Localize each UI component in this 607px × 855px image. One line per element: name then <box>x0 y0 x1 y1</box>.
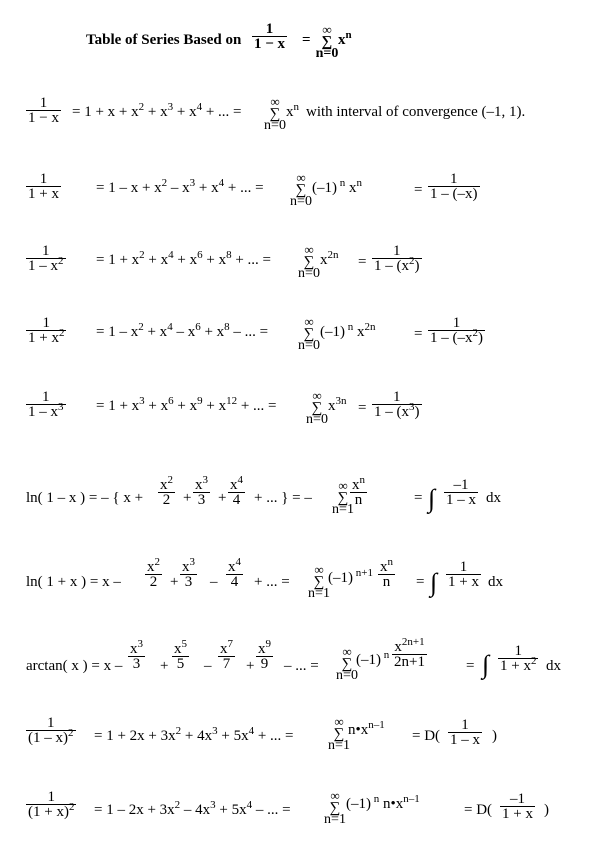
fraction-denominator: 3 <box>128 656 145 671</box>
fraction-numerator: $x^4$ <box>228 556 241 575</box>
arctan-rhs-equals: = <box>466 658 475 674</box>
fraction-numerator: 1 <box>47 715 55 731</box>
sum-upper: ∞ <box>314 562 324 577</box>
title-equals: = <box>302 32 311 48</box>
row-sum-term: (–1) $^n$ $x^n$ <box>312 177 362 196</box>
sum-lower: n=1 <box>328 738 350 753</box>
sum-upper: ∞ <box>270 94 280 109</box>
fraction-denominator: 1 − x <box>254 36 286 52</box>
row-rhs-equals: = <box>358 400 367 416</box>
deriv2-sum-term: (–1) $^n$ $n•x^{n-1}$ <box>346 793 420 812</box>
fraction-numerator: 1 <box>452 315 461 331</box>
fraction-denominator: $1 - x^2$ <box>28 255 64 274</box>
row-sum-term: $x^{2n}$ <box>320 249 339 268</box>
ln1-plus: + <box>183 490 192 506</box>
title-term-base: x <box>338 32 346 48</box>
arctan-term-3 <box>128 638 145 672</box>
sum-lower: n=1 <box>324 812 346 827</box>
row-sum-term: (–1) $^n$ $x^{2n}$ <box>320 321 376 340</box>
ln1-lhs: ln( 1 – x ) = – { x + <box>26 490 144 506</box>
sum-upper: ∞ <box>330 788 340 803</box>
fraction-numerator: 1 <box>514 643 522 659</box>
fraction-numerator: 1 <box>42 315 50 331</box>
row-expansion: = $1 - x^2 + x^4 - x^6 + x^8$ – ... = <box>96 321 269 340</box>
ln2-tail: + ... = <box>254 574 290 590</box>
fraction-denominator: $1 + x^2$ <box>28 327 65 346</box>
row-expansion: = $1 + x + x^2 + x^3 + x^4$ + ... = <box>72 101 242 120</box>
integral-icon: ∫ <box>430 568 438 597</box>
arctan-plus: + <box>246 658 255 674</box>
deriv2-rhs-d: = D( <box>464 802 493 818</box>
fraction-numerator: 1 <box>393 243 401 259</box>
sum-upper: ∞ <box>304 242 314 257</box>
fraction-denominator: n <box>350 492 367 507</box>
fraction-denominator: 1 – x <box>450 732 480 748</box>
fraction-numerator: $x^7$ <box>220 638 233 657</box>
fraction-denominator: 1 – x <box>446 492 476 508</box>
sum-lower: n=0 <box>298 266 320 281</box>
fraction-denominator: 2 <box>145 574 162 589</box>
ln2-sign: (–1) $^{n+1}$ <box>328 567 373 586</box>
fraction-numerator: 1 <box>47 789 55 805</box>
integral-icon: ∫ <box>428 484 436 513</box>
sum-lower: n=0 <box>315 46 339 61</box>
arctan-sign: (–1) $^n$ <box>356 649 390 668</box>
ln1-sum-term <box>350 474 367 508</box>
sigma-icon: ∑ <box>311 400 323 416</box>
row-rhs-fraction <box>372 244 422 273</box>
row-lhs-fraction <box>26 316 66 345</box>
arctan-term-7 <box>218 638 235 672</box>
fraction-denominator: $(1 + x)^2$ <box>28 801 75 820</box>
ln2-sum-term <box>378 556 395 590</box>
fraction-numerator: $x^3$ <box>130 638 143 657</box>
fraction-denominator: 2 <box>158 492 175 507</box>
row-rhs-fraction <box>372 390 422 419</box>
ln2-plus: + <box>170 574 179 590</box>
ln1-plus: + <box>218 490 227 506</box>
fraction-numerator: $x^{2n+1}$ <box>394 636 425 655</box>
row-lhs-fraction <box>26 390 66 419</box>
row-rhs-fraction <box>428 316 485 345</box>
fraction-numerator: 1 <box>42 389 50 405</box>
arctan-term-5 <box>172 638 189 672</box>
fraction-denominator: 3 <box>180 574 197 589</box>
ln1-tail: + ... } = – <box>254 490 312 506</box>
sum-lower: n=0 <box>298 338 320 353</box>
fraction-numerator: 1 <box>42 243 50 259</box>
fraction-denominator: 7 <box>218 656 235 671</box>
row-lhs-fraction <box>26 244 66 273</box>
deriv2-close-paren: ) <box>544 802 549 818</box>
fraction-denominator: n <box>378 574 395 589</box>
fraction-denominator: $1 + x^2$ <box>500 655 537 674</box>
ln1-dx: dx <box>486 490 501 506</box>
integral-icon: ∫ <box>482 650 490 679</box>
deriv2-lhs-fraction <box>26 790 76 819</box>
sum-upper: ∞ <box>296 170 306 185</box>
fraction-denominator: 1 + x <box>448 574 479 590</box>
sigma-icon: ∑ <box>321 34 333 50</box>
row-rhs-fraction <box>428 172 480 201</box>
row-sum-term: $x^{3n}$ <box>328 395 347 414</box>
row-rhs-equals: = <box>414 326 423 342</box>
fraction-numerator: $x^2$ <box>160 474 173 493</box>
fraction-numerator: –1 <box>453 477 469 493</box>
fraction-denominator: 1 + x <box>28 186 59 202</box>
sigma-icon: ∑ <box>303 254 315 270</box>
sigma-icon: ∑ <box>337 490 349 506</box>
fraction-numerator: $x^3$ <box>195 474 208 493</box>
fraction-denominator: 1 – (–x) <box>430 186 478 202</box>
sum-upper: ∞ <box>338 478 348 493</box>
ln2-lhs: ln( 1 + x ) = x – <box>26 574 121 590</box>
sum-lower: n=1 <box>308 586 330 601</box>
sum-lower: n=0 <box>336 668 358 683</box>
deriv1-rhs-d: = D( <box>412 728 441 744</box>
fraction-numerator: 1 <box>39 95 48 111</box>
arctan-term-9 <box>256 638 273 672</box>
fraction-numerator: 1 <box>450 171 458 187</box>
arctan-sum-term <box>392 636 427 670</box>
fraction-denominator: $1 - (x^2)$ <box>374 255 420 274</box>
fraction-denominator: $1 - (-x^2)$ <box>430 327 483 346</box>
row-rhs-equals: = <box>414 182 423 198</box>
fraction-numerator: $x^3$ <box>182 556 195 575</box>
arctan-tail: – ... = <box>284 658 319 674</box>
title-term-exp: n <box>345 29 352 41</box>
sigma-icon: ∑ <box>341 656 353 672</box>
ln1-term-2 <box>158 474 175 508</box>
title-text: Table of Series Based on <box>86 32 242 48</box>
sigma-icon: ∑ <box>269 106 281 122</box>
sum-upper: ∞ <box>334 714 344 729</box>
arctan-lhs: arctan( x ) = x – <box>26 658 123 674</box>
fraction-denominator: 3 <box>193 492 210 507</box>
sum-upper: ∞ <box>322 22 332 37</box>
sum-lower: n=0 <box>306 412 328 427</box>
convergence-note: with interval of convergence (–1, 1). <box>306 104 526 120</box>
fraction-denominator: $1 - (x^3)$ <box>374 401 420 420</box>
fraction-numerator: $x^5$ <box>174 638 187 657</box>
arctan-dx: dx <box>546 658 561 674</box>
title-fraction <box>252 22 287 51</box>
fraction-numerator: 1 <box>39 171 48 187</box>
fraction-denominator: 1 + x <box>502 806 533 822</box>
fraction-denominator: 4 <box>226 574 243 589</box>
deriv1-close-paren: ) <box>492 728 497 744</box>
ln2-integrand <box>446 560 481 589</box>
sum-lower: n=0 <box>290 194 312 209</box>
sigma-icon: ∑ <box>295 182 307 198</box>
sum-lower: n=0 <box>264 118 286 133</box>
row-lhs-fraction <box>26 96 61 125</box>
row-rhs-equals: = <box>358 254 367 270</box>
fraction-denominator: 4 <box>228 492 245 507</box>
deriv1-rhs-fraction <box>448 718 482 747</box>
fraction-denominator: 9 <box>256 656 273 671</box>
fraction-denominator: (1 – x)$^2$ <box>28 727 74 746</box>
row-lhs-fraction <box>26 172 61 201</box>
row-expansion: = $1 - x + x^2 - x^3 + x^4$ + ... = <box>96 177 264 196</box>
fraction-denominator: 1 − x <box>28 110 59 126</box>
row-expansion: = $1 + x^3 + x^6 + x^9 + x^{12}$ + ... = <box>96 395 277 414</box>
sum-upper: ∞ <box>312 388 322 403</box>
ln2-term-4 <box>226 556 243 590</box>
fraction-numerator: 1 <box>459 559 468 575</box>
deriv2-rhs-fraction <box>500 792 535 821</box>
fraction-numerator: 1 <box>393 389 401 405</box>
fraction-denominator: 2n+1 <box>394 654 425 670</box>
row-expansion: = $1 + x^2 + x^4 + x^6 + x^8$ + ... = <box>96 249 271 268</box>
page-title <box>86 32 241 49</box>
ln2-term-2 <box>145 556 162 590</box>
sigma-icon: ∑ <box>333 726 345 742</box>
sigma-icon: ∑ <box>313 574 325 590</box>
fraction-numerator: $x^4$ <box>230 474 243 493</box>
fraction-numerator: 1 <box>265 21 274 37</box>
arctan-integrand <box>498 644 538 673</box>
title-term <box>338 29 352 49</box>
sigma-icon: ∑ <box>303 326 315 342</box>
fraction-numerator: $x^n$ <box>380 556 393 575</box>
deriv2-expansion: = $1 - 2x + 3x^2 - 4x^3 + 5x^4$ – ... = <box>94 799 291 818</box>
fraction-denominator: $1 - x^3$ <box>28 401 64 420</box>
fraction-numerator: –1 <box>509 791 525 807</box>
ln2-rhs-equals: = <box>416 574 425 590</box>
sum-upper: ∞ <box>342 644 352 659</box>
row-sum-term: $x^n$ <box>286 101 299 120</box>
fraction-numerator: $x^n$ <box>352 474 365 493</box>
ln1-rhs-equals: = <box>414 490 423 506</box>
arctan-plus: + <box>160 658 169 674</box>
fraction-numerator: $x^9$ <box>258 638 271 657</box>
ln1-term-4 <box>228 474 245 508</box>
arctan-minus: – <box>204 658 212 674</box>
fraction-numerator: 1 <box>461 717 469 733</box>
sum-upper: ∞ <box>304 314 314 329</box>
ln2-term-3 <box>180 556 197 590</box>
sigma-icon: ∑ <box>329 800 341 816</box>
ln2-minus: – <box>210 574 218 590</box>
deriv1-expansion: = $1 + 2x + 3x^2 + 4x^3 + 5x^4$ + ... = <box>94 725 294 744</box>
ln1-term-3 <box>193 474 210 508</box>
deriv1-lhs-fraction <box>26 716 76 745</box>
ln1-integrand <box>444 478 478 507</box>
sum-lower: n=1 <box>332 502 354 517</box>
ln2-dx: dx <box>488 574 503 590</box>
deriv1-sum-term: $n•x^{n-1}$ <box>348 719 385 738</box>
fraction-numerator: $x^2$ <box>147 556 160 575</box>
fraction-denominator: 5 <box>172 656 189 671</box>
